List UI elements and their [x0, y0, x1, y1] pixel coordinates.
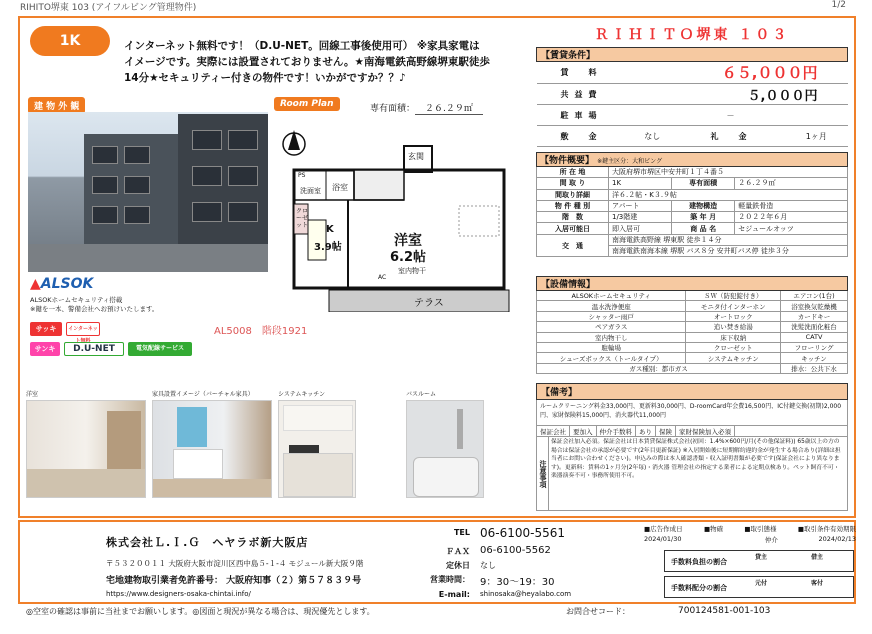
exterior-label: 建 物 外 観: [28, 97, 85, 114]
movein-value: 即入居可: [609, 223, 672, 234]
notes-side-label: 注意事項: [537, 437, 549, 511]
building-photo: [28, 112, 268, 272]
listing-dates: ■広告作成日 ■物確 ■取引態様 ■取引条件有効期限 2024/01/30 仲介 2024/02/13: [644, 525, 856, 544]
plan-terrace: テラス: [414, 298, 444, 309]
property-overview-table: 【物件概要】 ※鍵主区分：大和ビング 所 在 地 大阪府堺市堺区中安井町１丁４番５ 間 取 り 1K 専有面積 ２６.２９㎡ 間取り詳細 洋６.２帖・K３.９帖 物 件 種 別 アパート 建物構造 軽量鉄骨造 階 数 1/3階建 築 年 月 ２０２２年６月 入居可能日 即入居可 商 品 名 セジュールオッツ 交 通 南海電鉄高野線 堺東駅 徒歩１４分 南海電鉄南海本線 堺駅 バス８分 安井町バス停 徒歩３分: [536, 152, 848, 257]
furniture-photo: [152, 400, 272, 498]
layout-value: 1K: [609, 178, 672, 189]
plan-ac: AC: [378, 274, 387, 281]
fee-distribution-box: 手数料配分の割合 元付 客付: [664, 576, 854, 598]
room-photo: [26, 400, 146, 498]
traffic-line-1: 南海電鉄高野線 堺東駅 徒歩１４分: [609, 234, 848, 245]
fax-label: ＦＡＸ: [446, 547, 470, 556]
rent-label: 賃 料: [537, 62, 627, 84]
equipment-item: フローリング: [781, 342, 848, 352]
company-name: 株式会社Ｌ.Ｉ.Ｇ ヘヤラボ新大阪店: [106, 536, 309, 549]
equipment-item: ペアガラス: [537, 322, 686, 332]
deposit-label: 敷 金: [537, 126, 627, 147]
equipment-item: 床下収納: [686, 332, 781, 342]
photo-caption: システムキッチン: [278, 391, 325, 398]
plan-drying: 室内物干: [398, 267, 426, 275]
promo-text: [124, 38, 534, 86]
dunet-logo: D.U-NET: [64, 342, 124, 356]
layout-detail-value: 洋６.２帖・K３.９帖: [609, 189, 848, 200]
hours-value: 9：30～19：30: [480, 577, 555, 588]
plan-closet: クローゼット: [296, 208, 309, 229]
parking-label: 駐車場: [537, 105, 627, 126]
footer-agent-info: [18, 520, 856, 604]
built-value: ２０２２年６月: [735, 212, 848, 223]
equipment-item: モニタ付インターホン: [686, 301, 781, 311]
remarks-body: ルームクリーニング料金33,000円、更新料30,000円、D-roomCard年会費16,500円、IC付鍵交換(初期)2,000円、家財保険料15,000円、消火器代11,000円: [536, 400, 848, 426]
roomplan-label: Room Plan: [274, 97, 340, 111]
promo-line-1: インターネット無料です！（D.U-NET。回線工事後使用可） ※家具家電は: [124, 40, 480, 52]
property-overview-header: 【物件概要】 ※鍵主区分：大和ビング: [537, 153, 848, 167]
property-type-value: アパート: [609, 200, 672, 211]
plan-genkan: 玄関: [408, 152, 424, 161]
traffic-line-2: 南海電鉄南海本線 堺駅 バス８分 安井町バス停 徒歩３分: [609, 246, 848, 257]
tel-label: TEL: [453, 528, 470, 537]
company-url[interactable]: https://www.designers-osaka-chintai.info/: [106, 590, 251, 598]
equipment-item: オートロック: [686, 311, 781, 321]
equipment-item: ALSOKホームセキュリティ: [537, 291, 686, 301]
floor-plan: [274, 124, 514, 312]
alsok-logo: ▲ALSOK: [30, 276, 94, 292]
ad-created-date: 2024/01/30: [644, 535, 682, 543]
plan-ps: PS: [298, 172, 306, 179]
plan-bathroom: 浴室: [332, 183, 348, 192]
equipment-item: システムキッチン: [686, 353, 781, 363]
common-fee-label: 共益費: [537, 84, 627, 105]
key-note: ※鍵主区分：大和ビング: [597, 158, 663, 165]
fax-value: 06-6100-5562: [480, 545, 551, 556]
structure-value: 軽量鉄骨造: [735, 200, 848, 211]
floor-value: 1/3階建: [609, 212, 672, 223]
kitchen-photo: [278, 400, 356, 498]
email-label: E-mail:: [438, 590, 470, 599]
top-header-text: [20, 0, 860, 14]
page-number: 1/2: [831, 0, 846, 10]
remarks-section: [536, 383, 848, 426]
floor-plan-drawing: [274, 124, 514, 312]
company-address: 〒５３２００１１ 大阪府大阪市淀川区西中島５-１-４ モジュール新大阪９階: [106, 559, 364, 568]
security-codes: AL5008 階段1921: [214, 326, 308, 337]
equipment-item: キッチン: [781, 353, 848, 363]
room-type-badge: 1K: [30, 26, 110, 56]
inquiry-code-label: お問合せコード：: [566, 607, 630, 616]
holiday-label: 定休日: [446, 561, 470, 570]
notes-text: 保証会社加入必須。保証会社は日本賃貸保証株式会社(初回：1.4%×600円/月(その他保証料)) 65歳以上の方の場合は保証会社の承認が必要です(2年目更新保証) ※入居開始後に短期解約違約金が発生する場合あり(詳細は担当者にお問い合わせください)。申込みの際は本人確認書類・収入証明書類が必要です(保証会社により異なります)。更新料：賃料の1ヶ月分(2年毎)・消火器 管理会社の指定する業者による定期点検あり。ペット飼育不可・楽器演奏不可・事務所使用不可。: [551, 439, 841, 479]
promo-line-3: 14分★セキュリティー付きの物件です！いかがですか？？♪: [124, 72, 406, 84]
plan-kitchen-size: 3.9帖: [314, 242, 342, 253]
rental-conditions-table: [536, 47, 848, 147]
equipment-header: 【設備情報】: [537, 277, 848, 291]
rent-value: ６５,０００円: [627, 62, 848, 84]
holiday-value: なし: [480, 561, 496, 570]
equipment-item: 室内物干し: [537, 332, 686, 342]
key-money-label: 礼 金: [678, 126, 785, 147]
fee-burden-box: 手数料負担の割合 貸主 借主: [664, 550, 854, 572]
plan-washroom: 洗面室: [300, 187, 321, 195]
drainage-type: 排水：公共下水: [781, 363, 848, 373]
equipment-item: シューズボックス（トールタイプ）: [537, 353, 686, 363]
alsok-description: ALSOKホームセキュリティ搭載 ※鍵を一本、警備会社へお預けいたします。: [30, 296, 159, 313]
address-value: 大阪府堺市堺区中安井町１丁４番５: [609, 167, 848, 178]
notes-section: [536, 425, 848, 511]
transaction-type: 仲介: [764, 536, 778, 544]
inquiry-code-value: 700124581-001-103: [678, 606, 771, 616]
plan-western-room: 洋室: [394, 233, 422, 249]
deposit-value: なし: [627, 126, 678, 147]
equipment-item: エアコン(1台): [781, 291, 848, 301]
parking-value: －: [627, 105, 848, 126]
bathroom-photo: [406, 400, 484, 498]
equipment-item: ＳＷ（防犯錠付き）: [686, 291, 781, 301]
sanki-logo: サンキ: [30, 342, 60, 356]
service-logos: [30, 322, 200, 358]
floor-area: 専有面積： ２６.２９㎡: [370, 101, 483, 114]
equipment-item: カードキー: [781, 311, 848, 321]
photo-caption: バスルーム: [406, 391, 437, 398]
disclaimer: ◎空室の確認は事前に当社までお願いします。◎図面と現況が異なる場合は、現況優先とします。: [26, 607, 375, 616]
electric-service-logo: 電気配線サービス: [128, 342, 192, 356]
sakki-logo: サッキ: [30, 322, 62, 336]
property-title: ＲＩＨＩＴＯ堺東 １０３: [594, 27, 790, 43]
equipment-item: 浴室換気乾燥機: [781, 301, 848, 311]
key-money-value: 1ヶ月: [785, 126, 847, 147]
equipment-table: [536, 276, 848, 374]
equipment-item: 洗髪洗面化粧台: [781, 322, 848, 332]
email-value[interactable]: shinosaka@heyalabo.com: [480, 590, 572, 598]
property-header-text: RIHITO堺東 103 (アイフルビング管理物件): [20, 3, 197, 13]
equipment-item: クローゼット: [686, 342, 781, 352]
remarks-header: 【備考】: [536, 383, 848, 400]
gas-type: ガス種別：都市ガス: [537, 363, 781, 373]
equipment-item: 追い焚き給湯: [686, 322, 781, 332]
rental-conditions-header: 【賃貸条件】: [537, 48, 848, 62]
plan-kitchen: K: [326, 224, 334, 235]
common-fee-value: ５,０００円: [627, 84, 848, 105]
equipment-item: シャッター雨戸: [537, 311, 686, 321]
area-value: ２６.２９㎡: [735, 178, 848, 189]
plan-western-room-size: 6.2帖: [390, 250, 427, 265]
photo-caption: 家具設置イメージ（バーチャル家具）: [152, 391, 254, 398]
internet-free-logo: インターネット無料: [66, 322, 100, 336]
equipment-item: 駐輪場: [537, 342, 686, 352]
notes-top-row: 保証会社 要加入 仲介手数料 あり 保険 家財保険加入必須: [537, 426, 847, 437]
tel-value[interactable]: 06-6100-5561: [480, 526, 566, 540]
expiry-date: 2024/02/13: [818, 535, 856, 543]
equipment-item: CATV: [781, 332, 848, 342]
hours-label: 営業時間：: [430, 575, 470, 584]
bottom-notes: [26, 606, 846, 617]
equipment-item: 温水洗浄便座: [537, 301, 686, 311]
promo-line-2: イメージです。実際には設置されておりません。★南海電鉄高野線堺東駅徒歩: [124, 56, 490, 68]
photo-caption: 洋室: [26, 391, 39, 398]
license-number: 宅地建物取引業者免許番号： 大阪府知事（２）第５７８３９号: [106, 576, 362, 586]
product-name-value: セジュールオッツ: [735, 223, 848, 234]
